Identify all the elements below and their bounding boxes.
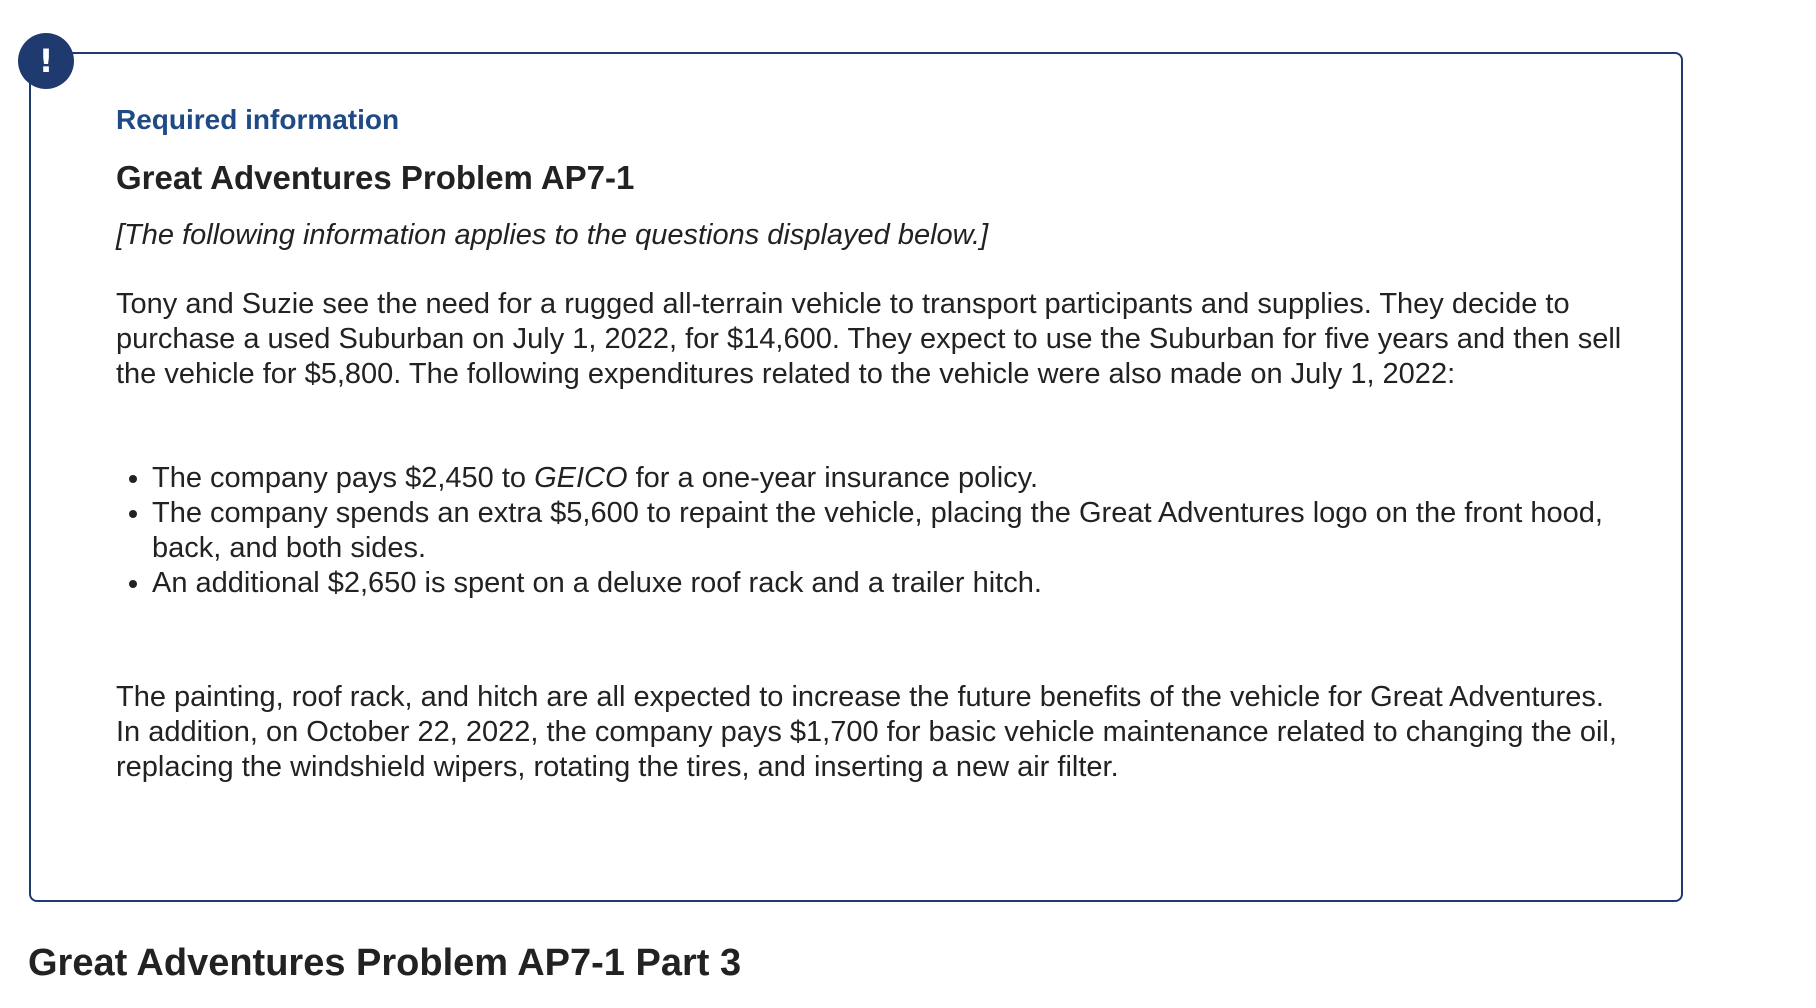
list-item: • The company spends an extra $5,600 to repaint the vehicle, placing the Great Adventures logo on the front hood, back, and both sides. bbox=[152, 496, 1636, 566]
problem-title: Great Adventures Problem AP7-1 bbox=[116, 159, 635, 196]
part-title: Great Adventures Problem AP7-1 Part 3 bbox=[28, 942, 742, 984]
list-item-text: for a one-year insurance policy. bbox=[627, 462, 1039, 494]
required-information-label: Required information bbox=[116, 104, 400, 135]
problem-paragraph-2: The painting, roof rack, and hitch are all expected to increase the future benefits of the vehicle for Great Adventures. In addition, on October 22, 2022, the company pays $1,700 for basic vehicle maintenance related to changing the oil, replacing the windshield wipers, rotating the tires, and inserting a new air filter. bbox=[116, 681, 1617, 783]
expenditure-list bbox=[116, 461, 1636, 601]
list-item-text: The company pays $2,450 to bbox=[152, 462, 535, 494]
insurer-name: GEICO bbox=[534, 462, 628, 494]
required-information-box bbox=[29, 52, 1683, 902]
problem-paragraph-1: Tony and Suzie see the need for a rugged all-terrain vehicle to transport participants and supplies. They decide to purchase a used Suburban on July 1, 2022, for $14,600. They expect to use the Suburban for five years and then sell the vehicle for $5,800. The following expenditures related to the vehicle were also made on July 1, 2022: bbox=[116, 288, 1622, 390]
list-item bbox=[152, 461, 1636, 496]
exclamation-icon: ! bbox=[18, 33, 74, 89]
list-item: • An additional $2,650 is spent on a deluxe roof rack and a trailer hitch. bbox=[152, 566, 1636, 601]
intro-note: [The following information applies to the questions displayed below.] bbox=[116, 219, 989, 251]
required-information-content bbox=[116, 103, 1636, 785]
